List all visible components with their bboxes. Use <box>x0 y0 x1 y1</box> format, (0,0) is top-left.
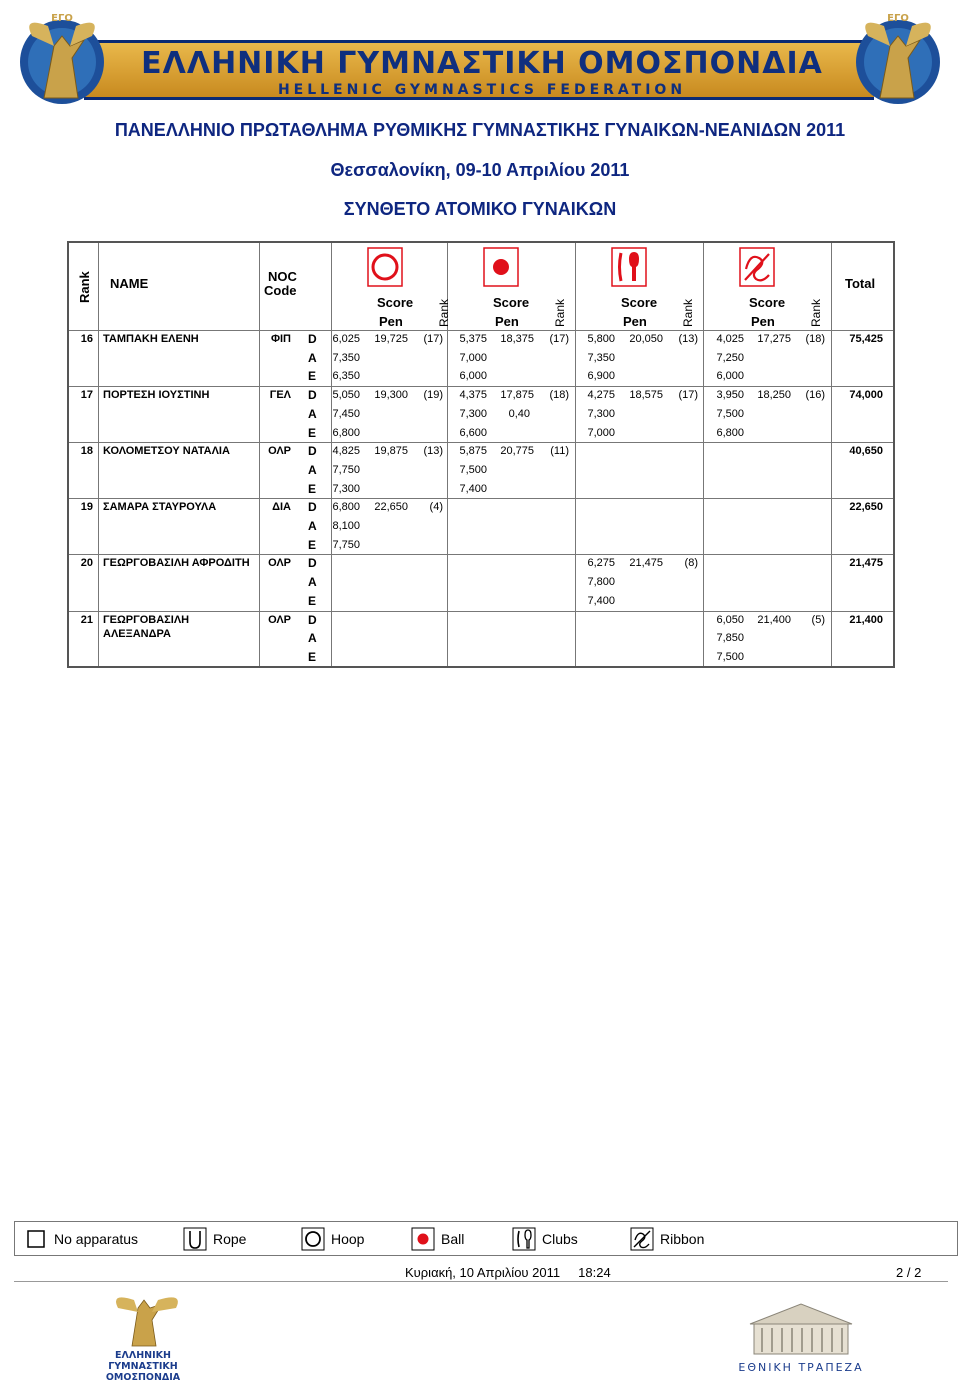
ball-icon <box>483 247 519 287</box>
total-score: 21,475 <box>849 557 883 570</box>
score-type-label: E <box>308 537 317 552</box>
artistry-score: 7,000 <box>459 351 487 364</box>
total-score: 22,650 <box>849 501 883 514</box>
athlete-rank: 16 <box>80 333 93 345</box>
score-type-label: A <box>308 462 317 477</box>
noc-header: NOC <box>268 269 297 284</box>
clubs-icon <box>512 1227 536 1251</box>
print-datetime: Κυριακή, 10 Απριλίου 2011 18:24 <box>405 1265 611 1280</box>
difficulty-score: 5,875 <box>459 445 487 458</box>
score-type-label: E <box>308 593 317 608</box>
score-header: Score <box>749 295 786 310</box>
federation-logo-line: ΓΥΜΝΑΣΤΙΚΗ <box>108 1361 178 1372</box>
artistry-score: 7,500 <box>459 463 487 476</box>
total-header: Total <box>845 276 876 291</box>
difficulty-score: 5,050 <box>332 389 360 402</box>
athlete-name: ΓΕΩΡΓΟΒΑΣΙΛΗ <box>103 613 190 626</box>
name-header: NAME <box>110 276 149 291</box>
execution-score: 7,500 <box>716 650 744 663</box>
apparatus-rank: (17) <box>549 333 569 345</box>
apparatus-rank: (8) <box>684 557 698 570</box>
national-bank-name: ΕΘΝΙΚΗ ΤΡΑΠΕΖΑ <box>738 1361 864 1374</box>
artistry-score: 7,850 <box>716 632 744 645</box>
noc-code: ΟΛΡ <box>268 557 291 570</box>
execution-score: 6,900 <box>587 370 615 383</box>
difficulty-score: 4,825 <box>332 445 360 458</box>
apparatus-score: 20,050 <box>629 333 663 345</box>
execution-score: 6,800 <box>716 426 744 439</box>
apparatus-score: 20,775 <box>500 445 534 458</box>
legend-clubs <box>512 1227 578 1251</box>
svg-text:ΕΓΟ: ΕΓΟ <box>51 13 73 24</box>
apparatus-rank: (5) <box>811 613 825 626</box>
noc-code: ΦΙΠ <box>270 333 291 345</box>
score-type-label: A <box>308 406 317 421</box>
apparatus-score: 17,275 <box>757 333 791 345</box>
execution-score: 6,000 <box>459 370 487 383</box>
artistry-score: 7,350 <box>587 351 615 364</box>
difficulty-score: 5,375 <box>459 333 487 345</box>
legend-label: No apparatus <box>54 1231 139 1247</box>
legend-no-apparatus <box>24 1227 138 1251</box>
difficulty-score: 4,375 <box>459 389 487 402</box>
execution-score: 7,400 <box>587 594 615 607</box>
apparatus-rank-header: Rank <box>437 298 451 327</box>
row-divider <box>69 554 893 555</box>
apparatus-rank: (11) <box>550 445 569 458</box>
code-header: Code <box>264 283 297 298</box>
artistry-score: 7,450 <box>332 407 360 420</box>
rope-icon <box>183 1227 207 1251</box>
apparatus-rank: (13) <box>423 445 443 458</box>
athlete-name: ΠΟΡΤΕΣΗ ΙΟΥΣΤΙΝΗ <box>103 389 210 402</box>
federation-banner <box>14 6 946 108</box>
legend-label: Ribbon <box>660 1231 705 1247</box>
ribbon-icon <box>739 247 775 287</box>
apparatus-rank: (4) <box>429 501 443 514</box>
score-type-label: D <box>308 388 317 403</box>
artistry-score: 7,250 <box>716 351 744 364</box>
event-title: ΣΥΝΘΕΤΟ ΑΤΟΜΙΚΟ ΓΥΝΑΙΚΩΝ <box>343 199 617 219</box>
federation-logo-line: ΟΜΟΣΠΟΝΔΙΑ <box>105 1372 181 1383</box>
page-number: 2 / 2 <box>896 1265 922 1280</box>
athlete-rank: 19 <box>80 501 93 514</box>
federation-logo-text <box>98 1350 188 1383</box>
federation-logo-line: ΕΛΛΗΝΙΚΗ <box>115 1350 171 1361</box>
score-type-label: E <box>308 425 317 440</box>
execution-score: 6,600 <box>459 426 487 439</box>
footer-divider <box>14 1281 948 1282</box>
legend-label: Clubs <box>542 1231 578 1247</box>
total-score: 74,000 <box>849 389 883 402</box>
total-score: 40,650 <box>849 445 883 458</box>
apparatus-rank: (19) <box>423 389 443 402</box>
score-type-label: D <box>308 556 317 571</box>
athlete-rank: 17 <box>80 389 93 402</box>
svg-text:ΕΓΟ: ΕΓΟ <box>887 13 909 24</box>
athlete-name: ΑΛΕΞΑΝΔΡΑ <box>103 627 171 640</box>
difficulty-score: 6,025 <box>332 333 360 345</box>
apparatus-legend <box>14 1221 958 1256</box>
execution-score: 6,000 <box>716 370 744 383</box>
pen-header: Pen <box>751 314 775 329</box>
difficulty-score: 5,800 <box>587 333 615 345</box>
athlete-rank: 20 <box>80 557 93 570</box>
row-divider <box>69 386 893 387</box>
score-header: Score <box>377 295 414 310</box>
column-divider <box>575 243 576 666</box>
apparatus-score: 19,725 <box>374 333 408 345</box>
artistry-score: 7,300 <box>459 407 487 420</box>
pen-header: Pen <box>623 314 647 329</box>
legend-ball <box>411 1227 464 1251</box>
apparatus-score: 18,375 <box>500 333 534 345</box>
difficulty-score: 6,800 <box>332 501 360 514</box>
score-type-label: D <box>308 444 317 459</box>
artistry-score: 7,750 <box>332 463 360 476</box>
noc-code: ΟΛΡ <box>268 445 291 458</box>
row-divider <box>69 442 893 443</box>
difficulty-score: 3,950 <box>716 389 744 402</box>
legend-label: Rope <box>213 1231 247 1247</box>
execution-score: 7,750 <box>332 538 360 551</box>
difficulty-score: 4,275 <box>587 389 615 402</box>
athlete-name: ΣΑΜΑΡΑ ΣΤΑΥΡΟΥΛΑ <box>103 501 217 514</box>
apparatus-score: 21,475 <box>629 557 663 570</box>
athlete-name: ΤΑΜΠΑΚΗ ΕΛΕΝΗ <box>103 333 199 345</box>
legend-label: Ball <box>441 1231 465 1247</box>
artistry-score: 7,800 <box>587 576 615 589</box>
apparatus-rank-header: Rank <box>809 298 823 327</box>
no-apparatus-icon <box>24 1227 48 1251</box>
score-type-label: E <box>308 369 317 384</box>
total-score: 75,425 <box>849 333 883 345</box>
score-type-label: D <box>308 612 317 627</box>
row-divider <box>69 498 893 499</box>
execution-score: 6,350 <box>332 370 360 383</box>
score-type-label: D <box>308 332 317 346</box>
artistry-score: 7,350 <box>332 351 360 364</box>
athlete-name: ΓΕΩΡΓΟΒΑΣΙΛΗ ΑΦΡΟΔΙΤΗ <box>103 557 250 570</box>
score-type-label: A <box>308 631 317 646</box>
execution-score: 7,400 <box>459 482 487 495</box>
score-type-label: E <box>308 649 317 664</box>
artistry-score: 7,500 <box>716 407 744 420</box>
apparatus-rank-header: Rank <box>681 298 695 327</box>
artistry-score: 8,100 <box>332 520 360 532</box>
apparatus-rank: (17) <box>678 389 698 402</box>
athlete-name: ΚΟΛΟΜΕΤΣΟΥ ΝΑΤΑΛΙΑ <box>103 445 230 458</box>
apparatus-rank: (16) <box>805 389 825 402</box>
difficulty-score: 6,050 <box>716 613 744 626</box>
score-type-label: A <box>308 350 317 365</box>
row-divider <box>69 611 893 612</box>
noc-code: ΔΙΑ <box>272 501 291 514</box>
apparatus-rank: (13) <box>678 333 698 345</box>
noc-code: ΓΕΛ <box>269 389 291 402</box>
apparatus-rank: (17) <box>423 333 443 345</box>
apparatus-score: 22,650 <box>374 501 408 514</box>
score-type-label: E <box>308 481 317 496</box>
score-type-label: A <box>308 575 317 590</box>
apparatus-score: 21,400 <box>757 613 791 626</box>
pen-header: Pen <box>379 314 403 329</box>
apparatus-rank-header: Rank <box>553 298 567 327</box>
column-divider <box>831 243 832 666</box>
victory-statue-emblem-right <box>850 6 946 106</box>
apparatus-rank: (18) <box>549 389 569 402</box>
banner-subtitle: HELLENIC GYMNASTICS FEDERATION <box>277 82 687 98</box>
score-type-label: A <box>308 519 317 533</box>
apparatus-score: 18,575 <box>629 389 663 402</box>
difficulty-score: 6,275 <box>587 557 615 570</box>
column-divider <box>703 243 704 666</box>
championship-title: ΠΑΝΕΛΛΗΝΙΟ ΠΡΩΤΑΘΛΗΜΑ ΡΥΘΜΙΚΗΣ ΓΥΜΝΑΣΤΙΚΗΣ ΓΥΝΑΙΚΩΝ-ΝΕΑΝΙΔΩΝ 2011 <box>114 120 846 140</box>
noc-code: ΟΛΡ <box>268 613 291 626</box>
apparatus-score: 19,875 <box>374 445 408 458</box>
legend-label: Hoop <box>331 1231 365 1247</box>
execution-score: 6,800 <box>332 426 360 439</box>
place-date: Θεσσαλονίκη, 09-10 Απριλίου 2011 <box>330 160 630 180</box>
header-divider <box>69 330 893 331</box>
apparatus-rank: (18) <box>805 333 825 345</box>
column-divider <box>98 243 99 666</box>
legend-hoop <box>301 1227 364 1251</box>
ribbon-icon <box>630 1227 654 1251</box>
legend-ribbon <box>630 1227 704 1251</box>
rank-header: Rank <box>77 271 92 303</box>
legend-rope <box>183 1227 246 1251</box>
hoop-icon <box>301 1227 325 1251</box>
apparatus-score: 18,250 <box>757 389 791 402</box>
penalty: 0,40 <box>508 407 530 420</box>
score-type-label: D <box>308 500 317 515</box>
results-table <box>67 241 895 668</box>
score-header: Score <box>621 295 658 310</box>
clubs-icon <box>611 247 647 287</box>
athlete-rank: 21 <box>80 613 93 626</box>
apparatus-score: 19,300 <box>374 389 408 402</box>
total-score: 21,400 <box>849 613 883 626</box>
score-header: Score <box>493 295 530 310</box>
execution-score: 7,000 <box>587 426 615 439</box>
pen-header: Pen <box>495 314 519 329</box>
difficulty-score: 4,025 <box>716 333 744 345</box>
athlete-rank: 18 <box>80 445 93 458</box>
ball-icon <box>411 1227 435 1251</box>
banner-title: ΕΛΛΗΝΙΚΗ ΓΥΜΝΑΣΤΙΚΗ ΟΜΟΣΠΟΝΔΙΑ <box>141 46 823 81</box>
artistry-score: 7,300 <box>587 407 615 420</box>
column-divider <box>259 243 260 666</box>
execution-score: 7,300 <box>332 482 360 495</box>
apparatus-score: 17,875 <box>500 389 534 402</box>
hoop-icon <box>367 247 403 287</box>
